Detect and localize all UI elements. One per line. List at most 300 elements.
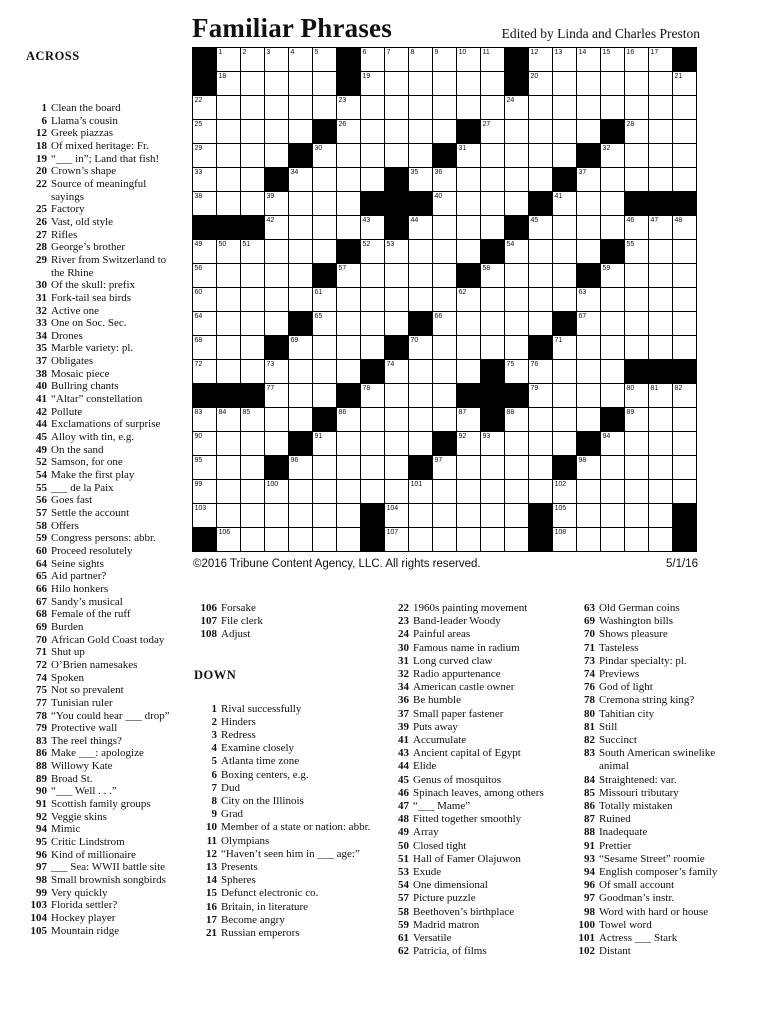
grid-cell[interactable] bbox=[457, 336, 480, 359]
grid-cell[interactable] bbox=[529, 72, 552, 95]
grid-cell[interactable] bbox=[193, 144, 216, 167]
grid-cell[interactable] bbox=[241, 456, 264, 479]
grid-cell[interactable] bbox=[217, 96, 240, 119]
grid-cell[interactable] bbox=[241, 528, 264, 551]
grid-cell[interactable] bbox=[673, 336, 696, 359]
grid-cell[interactable] bbox=[625, 264, 648, 287]
grid-cell[interactable] bbox=[289, 168, 312, 191]
grid-cell[interactable] bbox=[553, 432, 576, 455]
grid-cell[interactable] bbox=[313, 480, 336, 503]
grid-cell[interactable] bbox=[313, 48, 336, 71]
grid-cell[interactable] bbox=[265, 240, 288, 263]
grid-cell[interactable] bbox=[529, 312, 552, 335]
grid-cell[interactable] bbox=[553, 216, 576, 239]
grid-cell[interactable] bbox=[337, 96, 360, 119]
grid-cell[interactable] bbox=[217, 192, 240, 215]
grid-cell[interactable] bbox=[433, 288, 456, 311]
grid-cell[interactable] bbox=[649, 408, 672, 431]
grid-cell[interactable] bbox=[457, 48, 480, 71]
grid-cell[interactable] bbox=[409, 264, 432, 287]
grid-cell[interactable] bbox=[649, 528, 672, 551]
grid-cell[interactable] bbox=[577, 528, 600, 551]
grid-cell[interactable] bbox=[433, 168, 456, 191]
grid-cell[interactable] bbox=[553, 144, 576, 167]
grid-cell[interactable] bbox=[601, 336, 624, 359]
grid-cell[interactable] bbox=[409, 144, 432, 167]
grid-cell[interactable] bbox=[361, 120, 384, 143]
grid-cell[interactable] bbox=[241, 504, 264, 527]
grid-cell[interactable] bbox=[289, 264, 312, 287]
grid-cell[interactable] bbox=[193, 336, 216, 359]
grid-cell[interactable] bbox=[673, 480, 696, 503]
grid-cell[interactable] bbox=[625, 504, 648, 527]
grid-cell[interactable] bbox=[241, 168, 264, 191]
grid-cell[interactable] bbox=[673, 264, 696, 287]
grid-cell[interactable] bbox=[649, 48, 672, 71]
grid-cell[interactable] bbox=[313, 528, 336, 551]
grid-cell[interactable] bbox=[529, 408, 552, 431]
grid-cell[interactable] bbox=[241, 480, 264, 503]
grid-cell[interactable] bbox=[265, 192, 288, 215]
grid-cell[interactable] bbox=[529, 360, 552, 383]
grid-cell[interactable] bbox=[385, 48, 408, 71]
grid-cell[interactable] bbox=[601, 432, 624, 455]
grid-cell[interactable] bbox=[553, 528, 576, 551]
grid-cell[interactable] bbox=[337, 312, 360, 335]
grid-cell[interactable] bbox=[601, 288, 624, 311]
grid-cell[interactable] bbox=[313, 192, 336, 215]
grid-cell[interactable] bbox=[337, 360, 360, 383]
grid-cell[interactable] bbox=[649, 72, 672, 95]
grid-cell[interactable] bbox=[313, 504, 336, 527]
grid-cell[interactable] bbox=[409, 384, 432, 407]
grid-cell[interactable] bbox=[577, 192, 600, 215]
grid-cell[interactable] bbox=[193, 120, 216, 143]
grid-cell[interactable] bbox=[529, 216, 552, 239]
grid-cell[interactable] bbox=[217, 432, 240, 455]
grid-cell[interactable] bbox=[385, 264, 408, 287]
grid-cell[interactable] bbox=[385, 288, 408, 311]
grid-cell[interactable] bbox=[313, 72, 336, 95]
grid-cell[interactable] bbox=[385, 96, 408, 119]
grid-cell[interactable] bbox=[385, 456, 408, 479]
grid-cell[interactable] bbox=[433, 264, 456, 287]
grid-cell[interactable] bbox=[241, 72, 264, 95]
grid-cell[interactable] bbox=[481, 432, 504, 455]
grid-cell[interactable] bbox=[409, 336, 432, 359]
grid-cell[interactable] bbox=[481, 72, 504, 95]
grid-cell[interactable] bbox=[385, 384, 408, 407]
grid-cell[interactable] bbox=[649, 456, 672, 479]
grid-cell[interactable] bbox=[601, 456, 624, 479]
grid-cell[interactable] bbox=[481, 456, 504, 479]
grid-cell[interactable] bbox=[457, 360, 480, 383]
grid-cell[interactable] bbox=[385, 408, 408, 431]
grid-cell[interactable] bbox=[625, 384, 648, 407]
grid-cell[interactable] bbox=[193, 408, 216, 431]
grid-cell[interactable] bbox=[217, 528, 240, 551]
grid-cell[interactable] bbox=[289, 120, 312, 143]
grid-cell[interactable] bbox=[673, 240, 696, 263]
grid-cell[interactable] bbox=[577, 384, 600, 407]
grid-cell[interactable] bbox=[313, 144, 336, 167]
grid-cell[interactable] bbox=[361, 288, 384, 311]
grid-cell[interactable] bbox=[313, 312, 336, 335]
grid-cell[interactable] bbox=[457, 216, 480, 239]
grid-cell[interactable] bbox=[241, 120, 264, 143]
grid-cell[interactable] bbox=[409, 432, 432, 455]
grid-cell[interactable] bbox=[289, 456, 312, 479]
grid-cell[interactable] bbox=[361, 480, 384, 503]
grid-cell[interactable] bbox=[409, 96, 432, 119]
grid-cell[interactable] bbox=[457, 168, 480, 191]
grid-cell[interactable] bbox=[673, 288, 696, 311]
grid-cell[interactable] bbox=[217, 288, 240, 311]
grid-cell[interactable] bbox=[193, 360, 216, 383]
grid-cell[interactable] bbox=[241, 360, 264, 383]
grid-cell[interactable] bbox=[313, 456, 336, 479]
grid-cell[interactable] bbox=[649, 432, 672, 455]
grid-cell[interactable] bbox=[193, 240, 216, 263]
grid-cell[interactable] bbox=[433, 216, 456, 239]
grid-cell[interactable] bbox=[385, 312, 408, 335]
grid-cell[interactable] bbox=[601, 312, 624, 335]
grid-cell[interactable] bbox=[601, 360, 624, 383]
grid-cell[interactable] bbox=[553, 504, 576, 527]
grid-cell[interactable] bbox=[409, 72, 432, 95]
grid-cell[interactable] bbox=[601, 528, 624, 551]
grid-cell[interactable] bbox=[361, 336, 384, 359]
grid-cell[interactable] bbox=[505, 168, 528, 191]
grid-cell[interactable] bbox=[625, 96, 648, 119]
grid-cell[interactable] bbox=[289, 528, 312, 551]
grid-cell[interactable] bbox=[289, 504, 312, 527]
grid-cell[interactable] bbox=[193, 504, 216, 527]
grid-cell[interactable] bbox=[193, 264, 216, 287]
grid-cell[interactable] bbox=[673, 72, 696, 95]
grid-cell[interactable] bbox=[649, 504, 672, 527]
grid-cell[interactable] bbox=[313, 168, 336, 191]
grid-cell[interactable] bbox=[673, 312, 696, 335]
grid-cell[interactable] bbox=[649, 336, 672, 359]
grid-cell[interactable] bbox=[241, 288, 264, 311]
grid-cell[interactable] bbox=[217, 360, 240, 383]
grid-cell[interactable] bbox=[457, 240, 480, 263]
grid-cell[interactable] bbox=[529, 432, 552, 455]
grid-cell[interactable] bbox=[433, 360, 456, 383]
grid-cell[interactable] bbox=[217, 480, 240, 503]
grid-cell[interactable] bbox=[673, 120, 696, 143]
grid-cell[interactable] bbox=[241, 432, 264, 455]
grid-cell[interactable] bbox=[505, 240, 528, 263]
grid-cell[interactable] bbox=[265, 288, 288, 311]
grid-cell[interactable] bbox=[625, 480, 648, 503]
grid-cell[interactable] bbox=[289, 480, 312, 503]
grid-cell[interactable] bbox=[385, 360, 408, 383]
grid-cell[interactable] bbox=[265, 144, 288, 167]
grid-cell[interactable] bbox=[433, 456, 456, 479]
grid-cell[interactable] bbox=[457, 456, 480, 479]
grid-cell[interactable] bbox=[289, 360, 312, 383]
grid-cell[interactable] bbox=[481, 216, 504, 239]
grid-cell[interactable] bbox=[457, 408, 480, 431]
grid-cell[interactable] bbox=[289, 192, 312, 215]
grid-cell[interactable] bbox=[193, 288, 216, 311]
grid-cell[interactable] bbox=[529, 480, 552, 503]
grid-cell[interactable] bbox=[433, 120, 456, 143]
grid-cell[interactable] bbox=[505, 480, 528, 503]
grid-cell[interactable] bbox=[241, 240, 264, 263]
grid-cell[interactable] bbox=[289, 240, 312, 263]
grid-cell[interactable] bbox=[265, 480, 288, 503]
grid-cell[interactable] bbox=[241, 48, 264, 71]
grid-cell[interactable] bbox=[601, 144, 624, 167]
grid-cell[interactable] bbox=[481, 144, 504, 167]
grid-cell[interactable] bbox=[433, 312, 456, 335]
grid-cell[interactable] bbox=[361, 144, 384, 167]
grid-cell[interactable] bbox=[313, 216, 336, 239]
grid-cell[interactable] bbox=[409, 480, 432, 503]
grid-cell[interactable] bbox=[193, 456, 216, 479]
grid-cell[interactable] bbox=[625, 120, 648, 143]
grid-cell[interactable] bbox=[217, 336, 240, 359]
grid-cell[interactable] bbox=[265, 384, 288, 407]
grid-cell[interactable] bbox=[673, 144, 696, 167]
grid-cell[interactable] bbox=[505, 360, 528, 383]
grid-cell[interactable] bbox=[265, 216, 288, 239]
grid-cell[interactable] bbox=[361, 408, 384, 431]
grid-cell[interactable] bbox=[361, 312, 384, 335]
grid-cell[interactable] bbox=[433, 384, 456, 407]
grid-cell[interactable] bbox=[529, 384, 552, 407]
grid-cell[interactable] bbox=[649, 480, 672, 503]
grid-cell[interactable] bbox=[553, 48, 576, 71]
grid-cell[interactable] bbox=[217, 264, 240, 287]
grid-cell[interactable] bbox=[649, 120, 672, 143]
grid-cell[interactable] bbox=[217, 48, 240, 71]
grid-cell[interactable] bbox=[217, 240, 240, 263]
grid-cell[interactable] bbox=[409, 528, 432, 551]
grid-cell[interactable] bbox=[313, 288, 336, 311]
grid-cell[interactable] bbox=[457, 504, 480, 527]
grid-cell[interactable] bbox=[265, 408, 288, 431]
grid-cell[interactable] bbox=[457, 480, 480, 503]
grid-cell[interactable] bbox=[505, 288, 528, 311]
grid-cell[interactable] bbox=[289, 408, 312, 431]
grid-cell[interactable] bbox=[481, 480, 504, 503]
grid-cell[interactable] bbox=[265, 432, 288, 455]
grid-cell[interactable] bbox=[457, 432, 480, 455]
grid-cell[interactable] bbox=[649, 168, 672, 191]
grid-cell[interactable] bbox=[649, 264, 672, 287]
grid-cell[interactable] bbox=[481, 264, 504, 287]
grid-cell[interactable] bbox=[265, 264, 288, 287]
grid-cell[interactable] bbox=[409, 120, 432, 143]
grid-cell[interactable] bbox=[385, 504, 408, 527]
grid-cell[interactable] bbox=[433, 528, 456, 551]
grid-cell[interactable] bbox=[241, 192, 264, 215]
grid-cell[interactable] bbox=[529, 264, 552, 287]
grid-cell[interactable] bbox=[673, 216, 696, 239]
grid-cell[interactable] bbox=[193, 192, 216, 215]
grid-cell[interactable] bbox=[433, 48, 456, 71]
grid-cell[interactable] bbox=[529, 240, 552, 263]
grid-cell[interactable] bbox=[577, 480, 600, 503]
grid-cell[interactable] bbox=[265, 96, 288, 119]
grid-cell[interactable] bbox=[289, 96, 312, 119]
grid-cell[interactable] bbox=[241, 144, 264, 167]
grid-cell[interactable] bbox=[385, 528, 408, 551]
grid-cell[interactable] bbox=[625, 528, 648, 551]
grid-cell[interactable] bbox=[625, 408, 648, 431]
grid-cell[interactable] bbox=[313, 360, 336, 383]
grid-cell[interactable] bbox=[601, 264, 624, 287]
grid-cell[interactable] bbox=[673, 432, 696, 455]
grid-cell[interactable] bbox=[289, 384, 312, 407]
grid-cell[interactable] bbox=[361, 168, 384, 191]
grid-cell[interactable] bbox=[625, 72, 648, 95]
grid-cell[interactable] bbox=[265, 312, 288, 335]
grid-cell[interactable] bbox=[409, 240, 432, 263]
grid-cell[interactable] bbox=[193, 96, 216, 119]
grid-cell[interactable] bbox=[361, 384, 384, 407]
grid-cell[interactable] bbox=[457, 288, 480, 311]
grid-cell[interactable] bbox=[505, 504, 528, 527]
grid-cell[interactable] bbox=[265, 504, 288, 527]
grid-cell[interactable] bbox=[553, 120, 576, 143]
grid-cell[interactable] bbox=[577, 288, 600, 311]
grid-cell[interactable] bbox=[505, 432, 528, 455]
grid-cell[interactable] bbox=[361, 216, 384, 239]
grid-cell[interactable] bbox=[529, 168, 552, 191]
grid-cell[interactable] bbox=[217, 312, 240, 335]
grid-cell[interactable] bbox=[649, 288, 672, 311]
grid-cell[interactable] bbox=[409, 504, 432, 527]
grid-cell[interactable] bbox=[625, 240, 648, 263]
grid-cell[interactable] bbox=[553, 192, 576, 215]
grid-cell[interactable] bbox=[433, 192, 456, 215]
grid-cell[interactable] bbox=[385, 480, 408, 503]
grid-cell[interactable] bbox=[601, 384, 624, 407]
grid-cell[interactable] bbox=[529, 288, 552, 311]
grid-cell[interactable] bbox=[625, 48, 648, 71]
grid-cell[interactable] bbox=[217, 72, 240, 95]
grid-cell[interactable] bbox=[289, 72, 312, 95]
grid-cell[interactable] bbox=[241, 336, 264, 359]
grid-cell[interactable] bbox=[361, 264, 384, 287]
grid-cell[interactable] bbox=[601, 168, 624, 191]
grid-cell[interactable] bbox=[217, 504, 240, 527]
grid-cell[interactable] bbox=[505, 144, 528, 167]
grid-cell[interactable] bbox=[601, 480, 624, 503]
grid-cell[interactable] bbox=[337, 528, 360, 551]
grid-cell[interactable] bbox=[625, 336, 648, 359]
grid-cell[interactable] bbox=[673, 96, 696, 119]
grid-cell[interactable] bbox=[337, 336, 360, 359]
grid-cell[interactable] bbox=[577, 120, 600, 143]
grid-cell[interactable] bbox=[433, 480, 456, 503]
grid-cell[interactable] bbox=[337, 456, 360, 479]
grid-cell[interactable] bbox=[529, 48, 552, 71]
grid-cell[interactable] bbox=[265, 120, 288, 143]
grid-cell[interactable] bbox=[553, 360, 576, 383]
grid-cell[interactable] bbox=[313, 240, 336, 263]
grid-cell[interactable] bbox=[361, 432, 384, 455]
grid-cell[interactable] bbox=[265, 528, 288, 551]
grid-cell[interactable] bbox=[577, 504, 600, 527]
grid-cell[interactable] bbox=[337, 144, 360, 167]
grid-cell[interactable] bbox=[289, 216, 312, 239]
grid-cell[interactable] bbox=[649, 312, 672, 335]
grid-cell[interactable] bbox=[649, 96, 672, 119]
grid-cell[interactable] bbox=[577, 168, 600, 191]
grid-cell[interactable] bbox=[337, 168, 360, 191]
grid-cell[interactable] bbox=[457, 96, 480, 119]
grid-cell[interactable] bbox=[481, 528, 504, 551]
grid-cell[interactable] bbox=[625, 288, 648, 311]
grid-cell[interactable] bbox=[217, 144, 240, 167]
grid-cell[interactable] bbox=[529, 96, 552, 119]
grid-cell[interactable] bbox=[241, 264, 264, 287]
grid-cell[interactable] bbox=[505, 96, 528, 119]
grid-cell[interactable] bbox=[241, 96, 264, 119]
grid-cell[interactable] bbox=[385, 72, 408, 95]
grid-cell[interactable] bbox=[337, 120, 360, 143]
grid-cell[interactable] bbox=[361, 72, 384, 95]
grid-cell[interactable] bbox=[337, 504, 360, 527]
grid-cell[interactable] bbox=[337, 216, 360, 239]
grid-cell[interactable] bbox=[553, 264, 576, 287]
grid-cell[interactable] bbox=[505, 264, 528, 287]
grid-cell[interactable] bbox=[601, 48, 624, 71]
grid-cell[interactable] bbox=[385, 144, 408, 167]
grid-cell[interactable] bbox=[625, 456, 648, 479]
grid-cell[interactable] bbox=[337, 480, 360, 503]
grid-cell[interactable] bbox=[433, 504, 456, 527]
grid-cell[interactable] bbox=[241, 408, 264, 431]
grid-cell[interactable] bbox=[577, 72, 600, 95]
grid-cell[interactable] bbox=[433, 96, 456, 119]
grid-cell[interactable] bbox=[505, 408, 528, 431]
grid-cell[interactable] bbox=[433, 336, 456, 359]
grid-cell[interactable] bbox=[409, 216, 432, 239]
grid-cell[interactable] bbox=[361, 48, 384, 71]
grid-cell[interactable] bbox=[433, 72, 456, 95]
grid-cell[interactable] bbox=[337, 288, 360, 311]
grid-cell[interactable] bbox=[649, 384, 672, 407]
grid-cell[interactable] bbox=[505, 336, 528, 359]
grid-cell[interactable] bbox=[313, 96, 336, 119]
grid-cell[interactable] bbox=[193, 312, 216, 335]
grid-cell[interactable] bbox=[409, 408, 432, 431]
grid-cell[interactable] bbox=[313, 432, 336, 455]
grid-cell[interactable] bbox=[337, 432, 360, 455]
grid-cell[interactable] bbox=[457, 312, 480, 335]
grid-cell[interactable] bbox=[337, 264, 360, 287]
grid-cell[interactable] bbox=[481, 48, 504, 71]
grid-cell[interactable] bbox=[481, 168, 504, 191]
grid-cell[interactable] bbox=[553, 72, 576, 95]
grid-cell[interactable] bbox=[289, 288, 312, 311]
grid-cell[interactable] bbox=[313, 336, 336, 359]
grid-cell[interactable] bbox=[265, 72, 288, 95]
grid-cell[interactable] bbox=[673, 168, 696, 191]
grid-cell[interactable] bbox=[553, 480, 576, 503]
grid-cell[interactable] bbox=[385, 432, 408, 455]
grid-cell[interactable] bbox=[337, 408, 360, 431]
grid-cell[interactable] bbox=[409, 48, 432, 71]
grid-cell[interactable] bbox=[673, 456, 696, 479]
